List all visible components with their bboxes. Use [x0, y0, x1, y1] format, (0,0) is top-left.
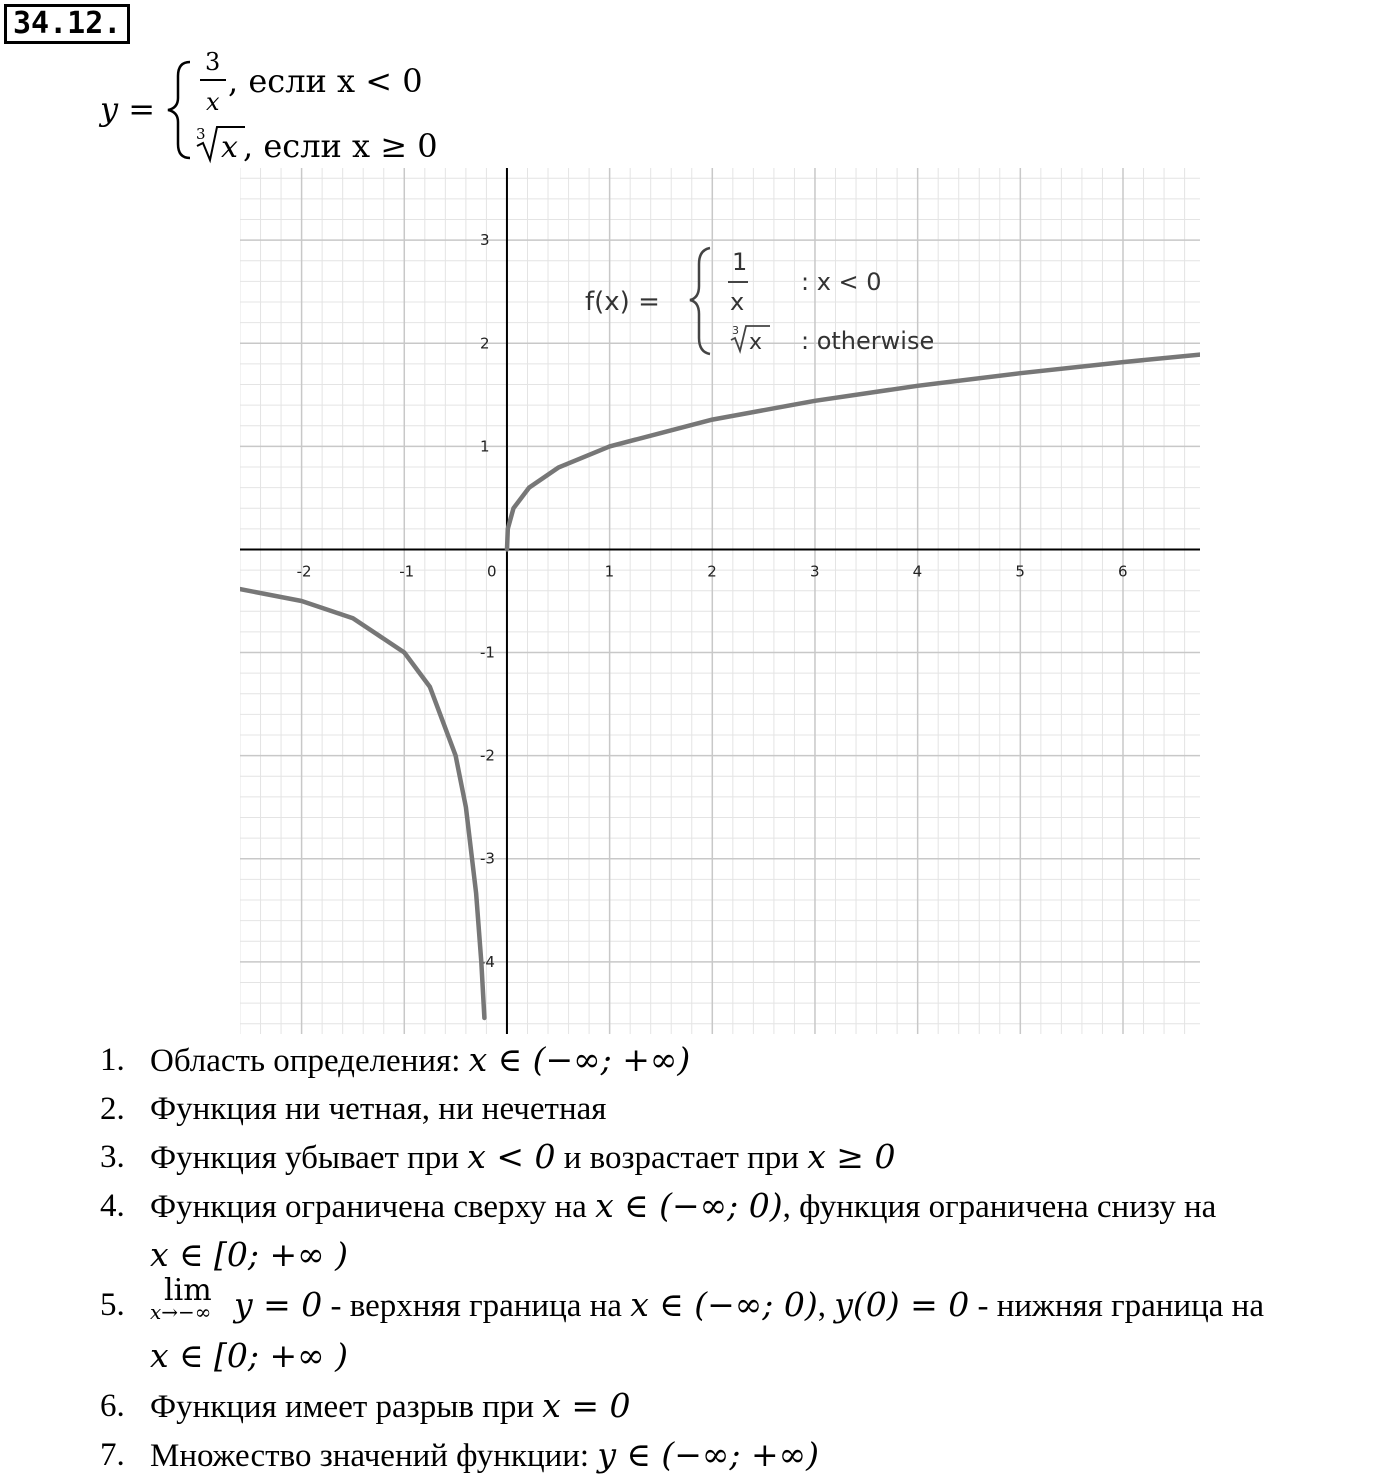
case2-root-index: 3 [196, 125, 206, 143]
property-math: x ∈ (−∞; +∞) [468, 1040, 691, 1079]
x-tick-label: 4 [912, 562, 923, 581]
legend-case1-den: x [730, 288, 745, 316]
case2-condition: , если x ≥ 0 [243, 127, 438, 165]
x-tick-label: 0 [486, 562, 497, 581]
property-item [100, 1273, 1395, 1382]
x-tick-label: 6 [1117, 562, 1128, 581]
property-item [100, 1036, 1395, 1085]
legend-case1-cond: : x < 0 [801, 268, 882, 296]
y-tick-label: 2 [479, 334, 490, 353]
property-text: - нижняя граница на [969, 1288, 1264, 1324]
property-item [100, 1085, 1395, 1133]
property-text: Множество значений функции: [150, 1438, 598, 1474]
x-tick-label: 1 [604, 562, 615, 581]
x-tick-label: 5 [1015, 562, 1025, 581]
property-number: 1. [100, 1042, 125, 1078]
problem-number: 34.12. [4, 4, 130, 44]
property-math: x ≥ 0 [807, 1137, 896, 1176]
property-text: , [817, 1288, 835, 1324]
y-tick-label: -2 [479, 746, 495, 765]
property-math: x ∈ (−∞; 0) [595, 1186, 783, 1225]
x-tick-label: 2 [707, 562, 717, 581]
property-item [100, 1431, 1395, 1480]
piecewise-formula [0, 0, 460, 170]
graph-legend [585, 248, 934, 355]
legend-case2-index: 3 [732, 324, 739, 337]
property-item [100, 1133, 1395, 1182]
x-tick-label: 3 [809, 562, 820, 581]
property-number: 6. [100, 1388, 125, 1424]
legend-case2-expr: x [749, 330, 763, 355]
property-number: 5. [100, 1287, 125, 1323]
legend-case1-num: 1 [732, 248, 748, 276]
property-math: x = 0 [542, 1386, 631, 1425]
limit-operator: lim [164, 1273, 212, 1308]
function-curve [240, 589, 484, 1018]
legend-case2-cond: : otherwise [801, 327, 935, 355]
property-text: - верхняя граница на [322, 1288, 631, 1324]
y-tick-label: -3 [479, 849, 495, 868]
property-text: Функция ни четная, ни нечетная [150, 1091, 607, 1127]
property-number: 2. [100, 1091, 125, 1127]
limit-subscript: x→−∞ [150, 1300, 212, 1324]
property-text: Функция имеет разрыв при [150, 1389, 543, 1425]
property-number: 4. [100, 1188, 125, 1224]
property-math: x ∈ (−∞; 0) [630, 1285, 818, 1324]
formula-lhs: y = [100, 90, 156, 128]
property-math: y ∈ (−∞; +∞) [597, 1435, 820, 1474]
property-math: x < 0 [467, 1137, 556, 1176]
case2-radicand: x [221, 130, 238, 165]
grid [240, 168, 1200, 1034]
x-tick-label: -1 [399, 562, 415, 581]
property-math: y = 0 [234, 1285, 323, 1324]
property-item [100, 1182, 1395, 1280]
property-text: и возрастает при [555, 1140, 808, 1176]
property-math: y(0) = 0 [834, 1285, 970, 1324]
y-tick-label: 1 [479, 437, 490, 456]
property-item [100, 1382, 1395, 1431]
case1-condition: , если x < 0 [228, 62, 423, 100]
case1-denominator: x [206, 88, 220, 116]
legend-lhs: f(x) = [585, 287, 660, 317]
property-text: , функция ограничена снизу на [782, 1189, 1217, 1225]
function-curve [507, 355, 1200, 550]
legend-brace [690, 248, 710, 354]
property-number: 7. [100, 1437, 125, 1473]
case1-numerator: 3 [205, 48, 221, 76]
y-tick-label: -1 [479, 643, 495, 662]
properties-list [100, 1036, 1395, 1480]
property-text: Функция ограничена сверху на [150, 1189, 596, 1225]
property-math: x ∈ [0; +∞ ) [150, 1336, 348, 1375]
property-number: 3. [100, 1139, 125, 1175]
function-graph [240, 168, 1200, 1034]
x-tick-label: -2 [296, 562, 312, 581]
property-math: x ∈ [0; +∞ ) [150, 1235, 348, 1274]
y-tick-label: -4 [479, 952, 495, 971]
limit-expression [150, 1273, 234, 1324]
formula-brace [168, 62, 190, 158]
y-tick-label: 3 [479, 231, 490, 250]
property-text: Область определения: [150, 1043, 469, 1079]
property-text: Функция убывает при [150, 1140, 468, 1176]
